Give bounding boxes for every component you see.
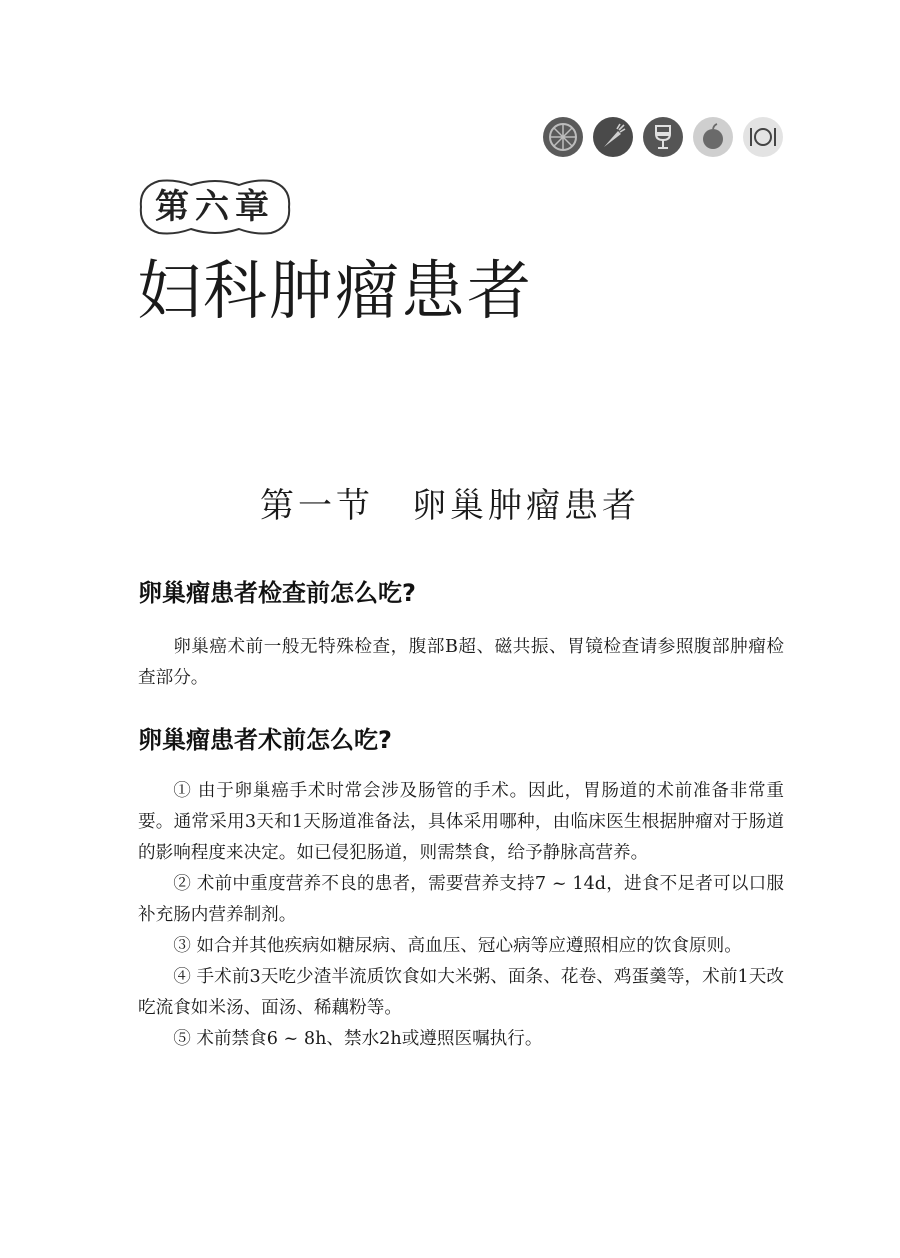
carrot-icon bbox=[593, 117, 633, 157]
answer-preop bbox=[138, 776, 784, 1055]
chapter-number: 第六章 bbox=[155, 187, 275, 227]
paragraph: ② 术前中重度营养不良的患者，需要营养支持7 ~ 14d，进食不足者可以口服补充肠内营养制剂。 bbox=[138, 874, 784, 925]
answer-exam bbox=[138, 632, 784, 694]
decor-icon-row bbox=[543, 117, 783, 157]
wine-glass-icon bbox=[643, 117, 683, 157]
question-heading-preop: 卵巢瘤患者术前怎么吃? bbox=[138, 726, 392, 754]
citrus-slice-icon bbox=[543, 117, 583, 157]
paragraph: ③ 如合并其他疾病如糖尿病、高血压、冠心病等应遵照相应的饮食原则。 bbox=[173, 936, 742, 956]
paragraph: ④ 手术前3天吃少渣半流质饮食如大米粥、面条、花卷、鸡蛋羹等，术前1天改吃流食如米汤、面汤、稀藕粉等。 bbox=[138, 967, 784, 1018]
question-heading-exam: 卵巢瘤患者检查前怎么吃? bbox=[138, 579, 416, 607]
chapter-label bbox=[135, 175, 295, 239]
section-title: 第一节 卵巢肿瘤患者 bbox=[260, 486, 640, 526]
paragraph: ⑤ 术前禁食6 ~ 8h、禁水2h或遵照医嘱执行。 bbox=[173, 1029, 543, 1049]
paragraph: 卵巢癌术前一般无特殊检查，腹部B超、磁共振、胃镜检查请参照腹部肿瘤检查部分。 bbox=[138, 637, 784, 688]
paragraph: ① 由于卵巢癌手术时常会涉及肠管的手术。因此，胃肠道的术前准备非常重要。通常采用3天和1天肠道准备法，具体采用哪种，由临床医生根据肿瘤对于肠道的影响程度来决定。如已侵犯肠道，则需禁食，给予静脉高营养。 bbox=[138, 781, 784, 863]
chapter-title: 妇科肿瘤患者 bbox=[137, 255, 533, 329]
plate-cutlery-icon bbox=[743, 117, 783, 157]
apple-icon bbox=[693, 117, 733, 157]
